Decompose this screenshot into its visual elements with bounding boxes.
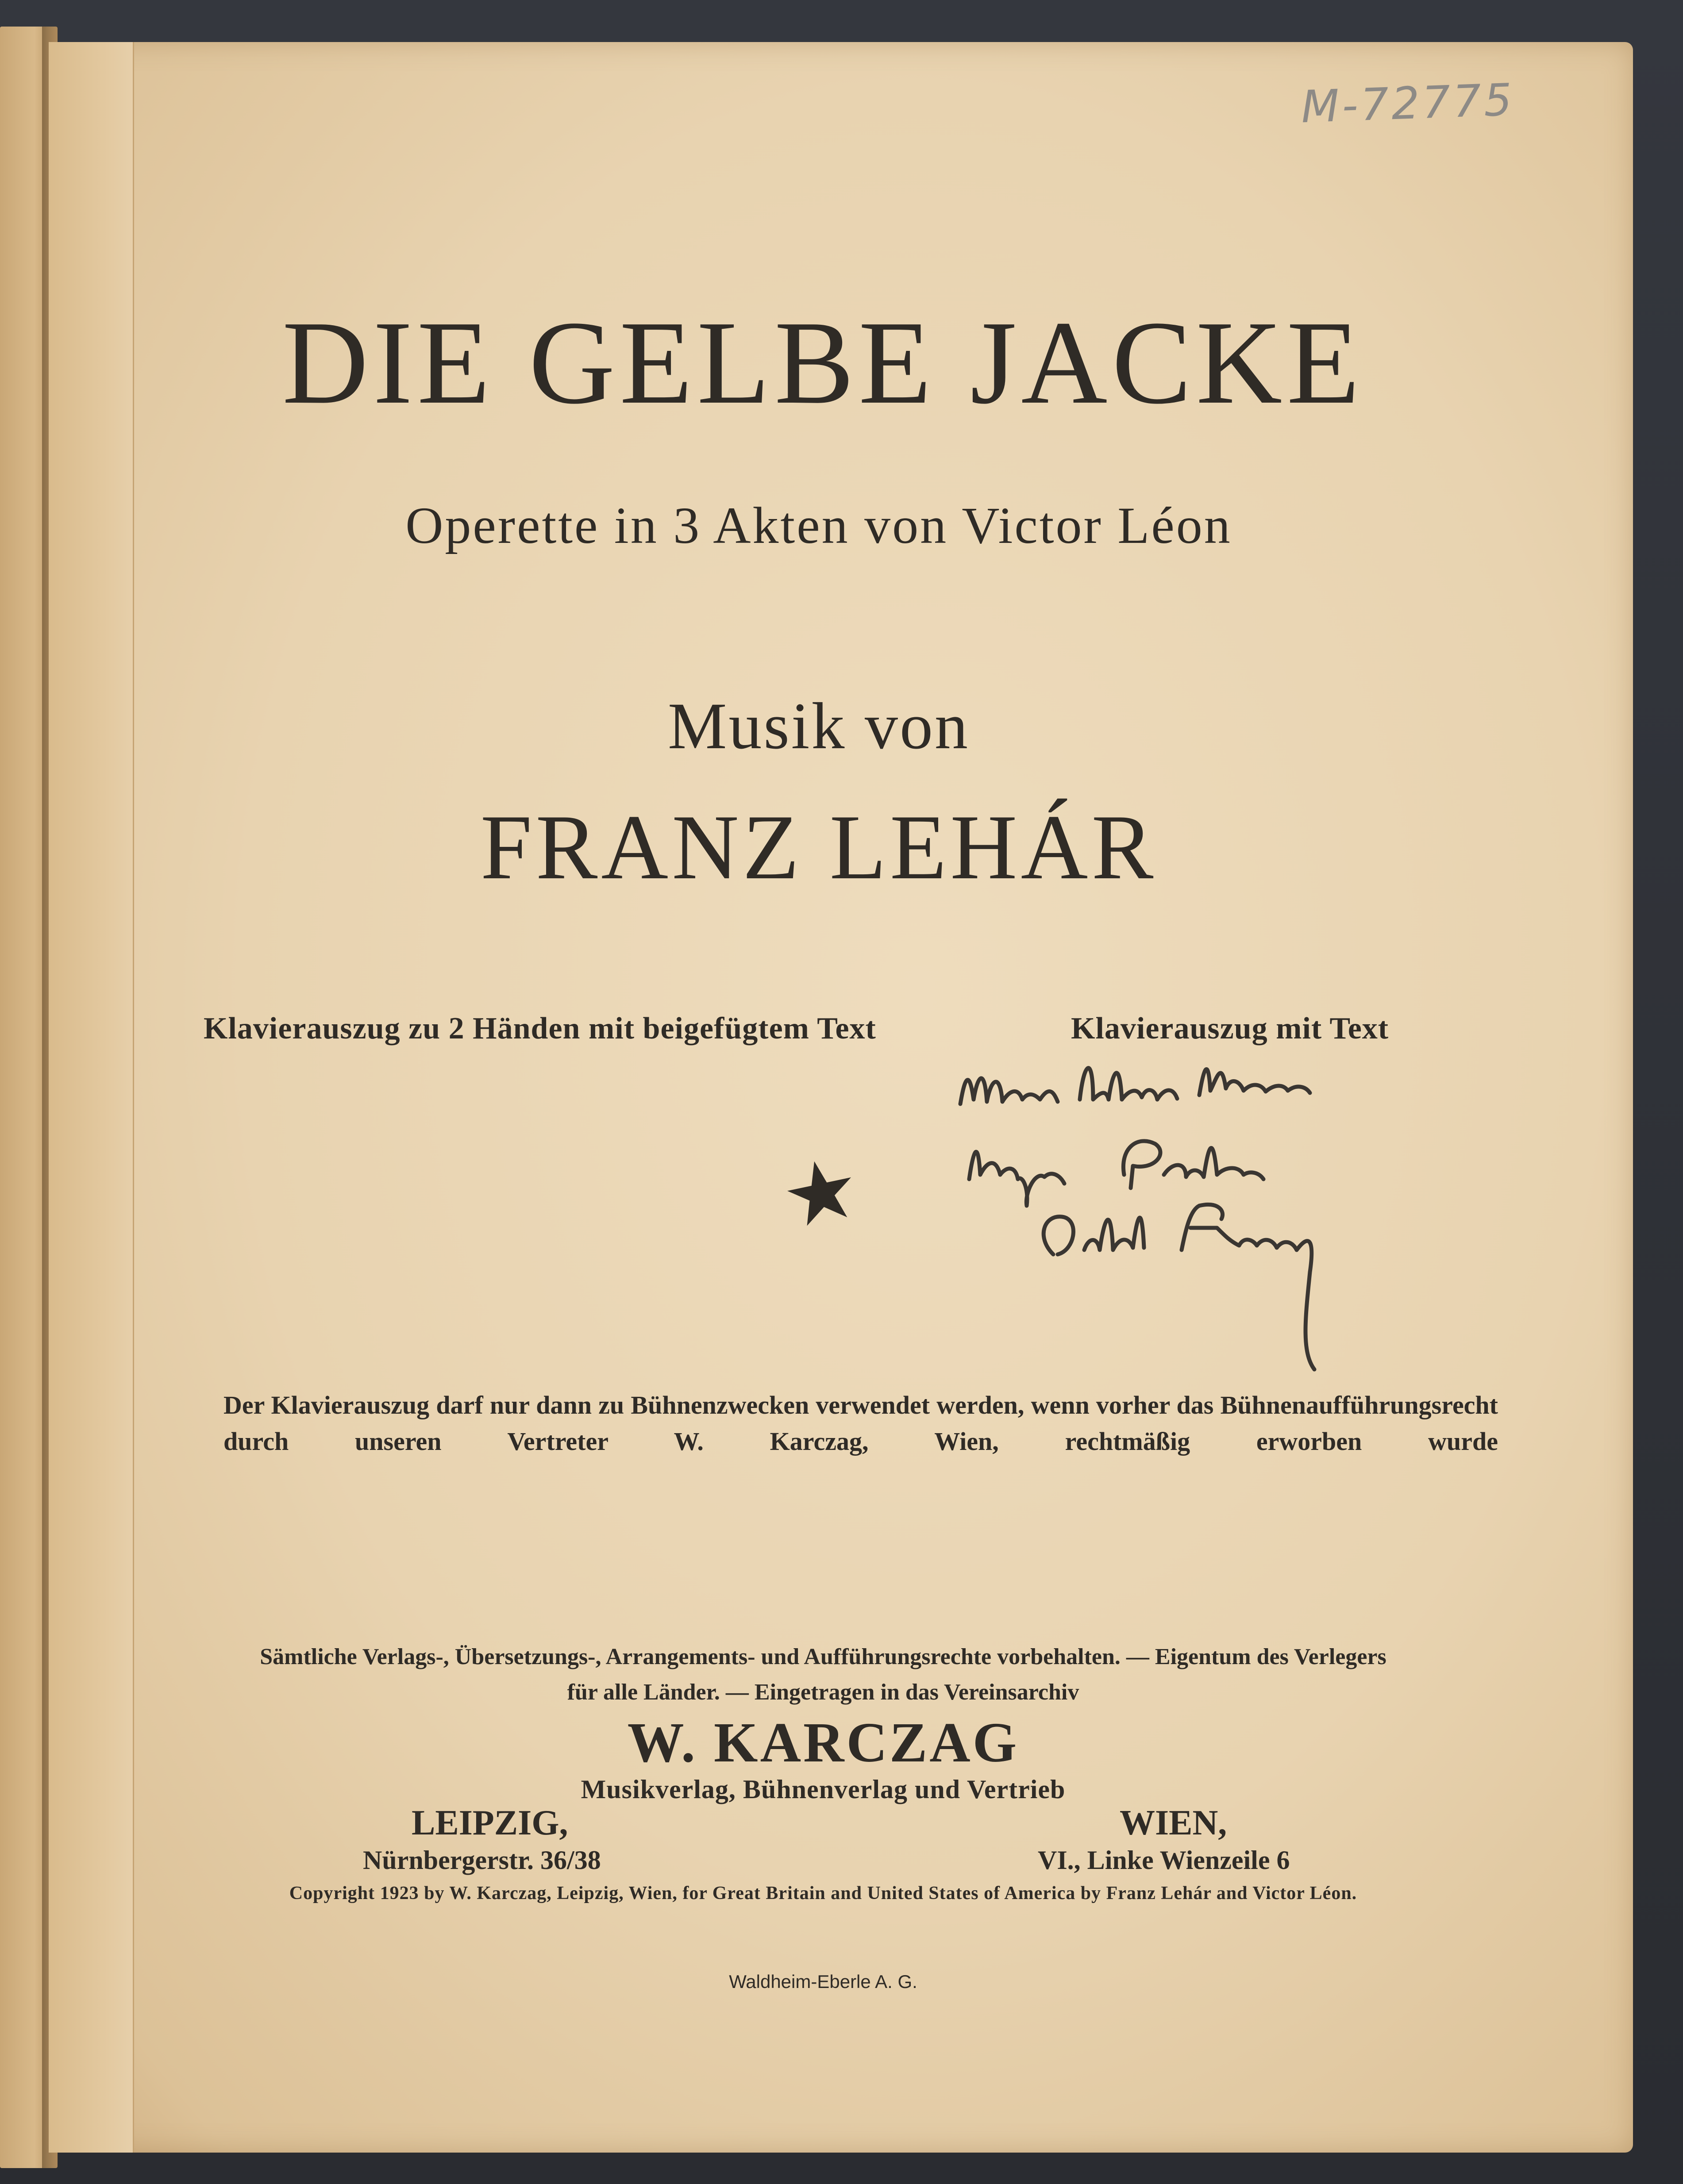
music-by-label: Musik von xyxy=(668,689,970,763)
city-wien: WIEN, xyxy=(1120,1803,1227,1842)
work-subtitle: Operette in 3 Akten von Victor Léon xyxy=(405,496,1232,554)
address-wien: VI., Linke Wienzeile 6 xyxy=(1038,1846,1290,1875)
address-leipzig: Nürnbergerstr. 36/38 xyxy=(363,1846,601,1875)
city-leipzig: LEIPZIG, xyxy=(412,1803,568,1842)
work-title: DIE GELBE JACKE xyxy=(282,296,1364,429)
title-page xyxy=(49,42,1633,2153)
edition-left: Klavierauszug zu 2 Händen mit beigefügtem Text xyxy=(204,1011,876,1046)
shelfmark: M-72775 xyxy=(1300,73,1516,133)
edition-right: Klavierauszug mit Text xyxy=(1071,1011,1389,1046)
printer-imprint: Waldheim-Eberle A. G. xyxy=(729,1971,917,1992)
rights-line-2: für alle Länder. — Eingetragen in das Vereinsarchiv xyxy=(567,1680,1079,1705)
publisher-name: W. KARCZAG xyxy=(627,1711,1019,1774)
publisher-description: Musikverlag, Bühnenverlag und Vertrieb xyxy=(581,1775,1066,1804)
rights-line-1: Sämtliche Verlags-, Übersetzungs-, Arrangements- und Aufführungsrechte vorbehalten. — Eigentum des Verlegers xyxy=(260,1644,1386,1669)
performance-notice: Der Klavierauszug darf nur dann zu Bühnenzwecken verwendet werden, wenn vorher das Bühnenaufführungsrecht durch unseren Vertreter W. Karczag, Wien, rechtmäßig erworben wurde xyxy=(223,1391,1498,1456)
copyright-notice: Copyright 1923 by W. Karczag, Leipzig, Wien, for Great Britain and United States of America by Franz Lehár and Victor Léon. xyxy=(289,1883,1357,1903)
star-icon xyxy=(786,1157,856,1228)
composer-name: FRANZ LEHÁR xyxy=(480,796,1157,899)
